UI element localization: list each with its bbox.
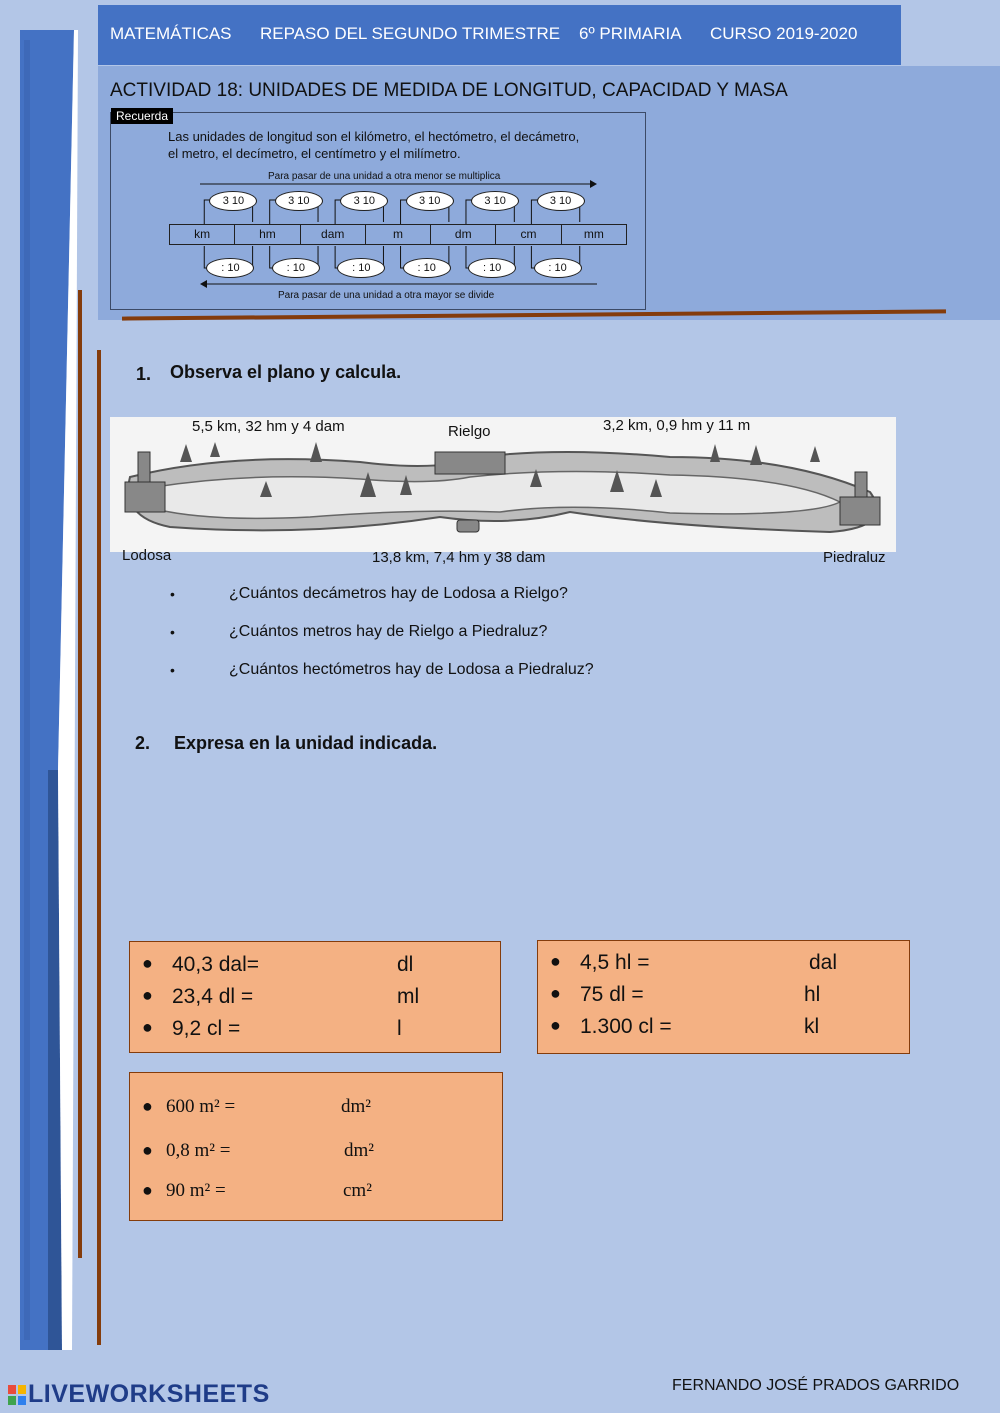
divide-oval: : 10	[534, 258, 582, 278]
conversion-target-unit: l	[397, 1017, 402, 1040]
conversion-box-2	[537, 940, 910, 1054]
multiply-oval: 3 10	[275, 191, 323, 211]
conversion-expression: 23,4 dl =	[172, 985, 254, 1008]
logo-text: LIVEWORKSHEETS	[28, 1380, 270, 1408]
conversion-target-unit: kl	[804, 1015, 820, 1038]
conversion-expression: 40,3 dal=	[172, 953, 259, 976]
multiply-oval: 3 10	[209, 191, 257, 211]
unit-cell-dm: dm	[431, 225, 496, 244]
divide-oval: : 10	[403, 258, 451, 278]
divide-oval: : 10	[468, 258, 516, 278]
conversion-expression: 600 m² =	[166, 1096, 236, 1117]
divide-oval: : 10	[337, 258, 385, 278]
multiply-oval: 3 10	[537, 191, 585, 211]
distance-lodosa-rielgo: 5,5 km, 32 hm y 4 dam	[192, 418, 345, 435]
left-ribbon-decoration	[0, 0, 100, 1413]
route-map-illustration	[110, 417, 896, 552]
distance-lodosa-piedraluz: 13,8 km, 7,4 hm y 38 dam	[372, 549, 546, 566]
header-unit: REPASO DEL SEGUNDO TRIMESTRE	[260, 24, 561, 43]
liveworksheets-icon	[8, 1385, 26, 1405]
conversion-expression: 1.300 cl =	[580, 1015, 672, 1038]
distance-rielgo-piedraluz: 3,2 km, 0,9 hm y 11 m	[603, 417, 751, 434]
conversion-target-unit: hl	[804, 983, 821, 1006]
header-bar	[98, 5, 901, 65]
exercise2-number: 2.	[135, 733, 151, 753]
bullet-icon: ●	[550, 983, 561, 1003]
unit-cell-km: km	[170, 225, 235, 244]
recuerda-label: Recuerda	[111, 108, 173, 124]
question-bullet: •	[170, 624, 175, 640]
question-bullet: •	[170, 662, 175, 678]
header-grade: 6º PRIMARIA	[579, 24, 682, 43]
author-name: FERNANDO JOSÉ PRADOS GARRIDO	[672, 1377, 960, 1394]
divide-caption: Para pasar de una unidad a otra mayor se divide	[278, 290, 495, 301]
recuerda-text-line-2: el metro, el decímetro, el centímetro y el milímetro.	[168, 146, 461, 161]
conversion-expression: 75 dl =	[580, 983, 644, 1006]
conversion-target-unit: dl	[397, 953, 414, 976]
conversion-expression: 9,2 cl =	[172, 1017, 241, 1040]
exercise1-number: 1.	[136, 364, 152, 384]
question-bullet: •	[170, 586, 175, 602]
bullet-icon: ●	[550, 951, 561, 971]
bullet-icon: ●	[550, 1015, 561, 1035]
bullet-icon: ●	[142, 1140, 153, 1160]
unit-table	[169, 224, 627, 245]
town-rielgo: Rielgo	[448, 423, 491, 440]
bullet-icon: ●	[142, 953, 153, 973]
conversion-target-unit: dm²	[344, 1140, 374, 1161]
question-3: ¿Cuántos hectómetros hay de Lodosa a Piedraluz?	[229, 661, 594, 678]
conversion-box-1	[129, 941, 501, 1053]
conversion-expression: 4,5 hl =	[580, 951, 650, 974]
town-lodosa: Lodosa	[122, 547, 172, 564]
bullet-icon: ●	[142, 1017, 153, 1037]
unit-cell-m: m	[366, 225, 431, 244]
route-map	[110, 417, 896, 552]
exercise1-title: Observa el plano y calcula.	[170, 362, 402, 382]
divide-oval: : 10	[206, 258, 254, 278]
unit-cell-dam: dam	[301, 225, 366, 244]
content-vertical-line	[97, 350, 101, 1345]
conversion-expression: 0,8 m² =	[166, 1140, 231, 1161]
bullet-icon: ●	[142, 1180, 153, 1200]
header-subject: MATEMÁTICAS	[110, 24, 232, 43]
conversion-target-unit: cm²	[343, 1180, 372, 1201]
bullet-icon: ●	[142, 1096, 153, 1116]
multiply-oval: 3 10	[340, 191, 388, 211]
header-course: CURSO 2019-2020	[710, 24, 858, 43]
conversion-box-3	[129, 1072, 503, 1221]
bullet-icon: ●	[142, 985, 153, 1005]
multiply-caption: Para pasar de una unidad a otra menor se multiplica	[268, 171, 501, 182]
town-piedraluz: Piedraluz	[823, 549, 886, 566]
unit-cell-hm: hm	[235, 225, 300, 244]
unit-cell-mm: mm	[583, 227, 604, 241]
question-1: ¿Cuántos decámetros hay de Lodosa a Rielgo?	[229, 585, 568, 602]
liveworksheets-logo[interactable]	[8, 1380, 270, 1409]
unit-cell-cm: cm	[496, 225, 561, 244]
activity-title: ACTIVIDAD 18: UNIDADES DE MEDIDA DE LONGITUD, CAPACIDAD Y MASA	[110, 80, 788, 101]
exercise2-title: Expresa en la unidad indicada.	[174, 733, 438, 753]
multiply-oval: 3 10	[471, 191, 519, 211]
conversion-expression: 90 m² =	[166, 1180, 226, 1201]
divide-oval: : 10	[272, 258, 320, 278]
multiply-oval: 3 10	[406, 191, 454, 211]
conversion-target-unit: dal	[809, 951, 838, 974]
question-2: ¿Cuántos metros hay de Rielgo a Piedraluz?	[229, 623, 548, 640]
conversion-target-unit: ml	[397, 985, 420, 1008]
recuerda-text-line-1: Las unidades de longitud son el kilómetro, el hectómetro, el decámetro,	[168, 129, 580, 144]
conversion-target-unit: dm²	[341, 1096, 371, 1117]
